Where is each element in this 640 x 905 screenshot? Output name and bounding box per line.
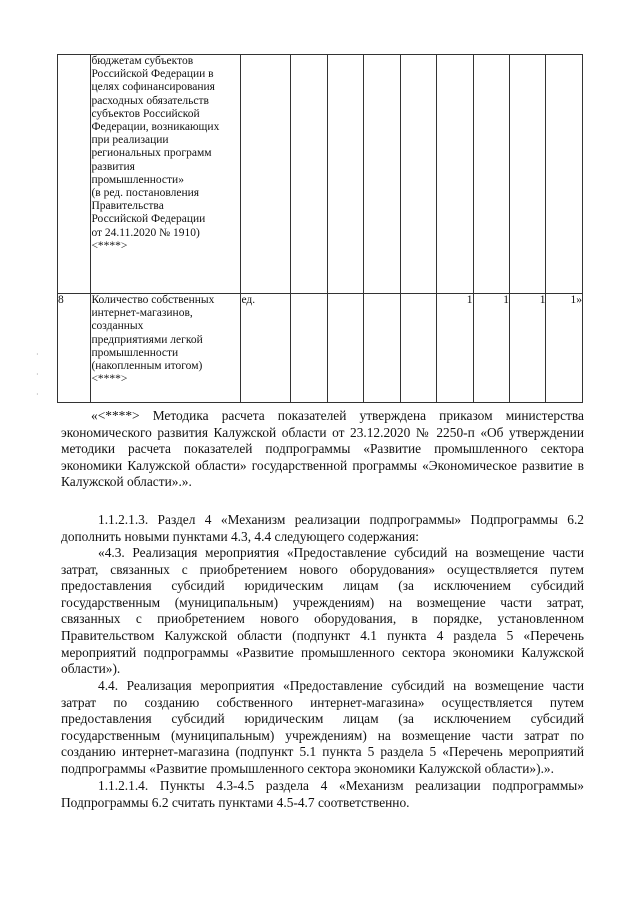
- value-cell: [364, 294, 400, 403]
- scan-margin-marks: · · ·: [36, 350, 39, 399]
- name-line: промышленности: [91, 346, 179, 359]
- text-line: государственным (муниципальным) учреждениям) на возмещение части затрат,: [61, 594, 584, 610]
- name-line: Правительства: [91, 200, 164, 213]
- name-line: созданных: [91, 320, 144, 333]
- value-cell: 1: [473, 294, 509, 403]
- paragraph-4-3: [61, 545, 584, 678]
- text-line: 4.4. Реализация мероприятия «Предоставление субсидий на возмещение части: [98, 678, 584, 693]
- text-line: дополнить новыми пунктами 4.3, 4.4 следующего содержания:: [61, 528, 419, 544]
- value-cell: [437, 55, 473, 294]
- name-line: <****>: [91, 373, 128, 386]
- name-line: предприятиями легкой: [91, 333, 203, 346]
- text-line: предоставления субсидий юридическим лицам (за исключением субсидий: [61, 578, 584, 594]
- value-cell: [327, 55, 363, 294]
- table-row: [58, 294, 583, 403]
- name-line: (в ред. постановления: [91, 187, 200, 200]
- text-line: экономического развития Калужской области от 23.12.2020 № 2250-п «Об утверждении: [61, 424, 584, 440]
- name-line: развития: [91, 160, 135, 173]
- text-line: Калужской области».».: [61, 474, 192, 490]
- text-line: мероприятий подпрограммы «Развитие промышленного сектора экономики Калужской: [61, 644, 584, 660]
- text-line: государственным (муниципальным) учреждениям) на возмещение части затрат по: [61, 727, 584, 743]
- paragraph-4-4: [61, 678, 584, 778]
- text-line: Подпрограммы 6.2 считать пунктами 4.5-4.7 соответственно.: [61, 794, 410, 810]
- name-line: бюджетам субъектов: [91, 55, 194, 67]
- value-cell: [364, 55, 400, 294]
- name-line: субъектов Российской: [91, 107, 200, 120]
- name-line: расходных обязательств: [91, 94, 209, 107]
- row-number: 8: [58, 294, 91, 403]
- paragraph-1-1-2-1-4: [61, 778, 584, 811]
- value-cell: [473, 55, 509, 294]
- value-cell: [291, 55, 327, 294]
- value-cell: [400, 294, 436, 403]
- indicator-table: [57, 54, 583, 403]
- name-line: региональных программ: [91, 147, 212, 160]
- text-line: затрат по созданию собственного интернет-магазина» осуществляется путем: [61, 694, 584, 710]
- text-line: подпрограммы «Развитие промышленного сектора экономики Калужской области»).».: [61, 760, 554, 776]
- row-number: [58, 55, 91, 294]
- text-line: «4.3. Реализация мероприятия «Предоставление субсидий на возмещение части: [98, 545, 584, 560]
- text-line: экономики Калужской области» государственной программы «Экономическое развитие в: [61, 457, 584, 473]
- name-line: промышленности»: [91, 173, 184, 186]
- indicator-name: [91, 55, 241, 294]
- text-line: предоставления субсидий юридическим лицам (за исключением субсидий: [61, 711, 584, 727]
- value-cell: 1»: [546, 294, 583, 403]
- name-line: Российской Федерации: [91, 213, 206, 226]
- name-line: <****>: [91, 239, 128, 252]
- name-line: Количество собственных: [91, 294, 215, 306]
- name-line: целях софинансирования: [91, 81, 215, 94]
- value-cell: [327, 294, 363, 403]
- table-row: [58, 55, 583, 294]
- value-cell: [400, 55, 436, 294]
- value-cell: [510, 55, 546, 294]
- name-line: Российской Федерации в: [91, 68, 214, 81]
- text-line: Правительством Калужской области (подпункт 4.1 пункта 4 раздела 5 «Перечень: [61, 627, 584, 643]
- unit-cell: ед.: [241, 294, 291, 403]
- value-cell: [291, 294, 327, 403]
- text-line: созданию интернет-магазина (подпункт 5.1 пункта 5 раздела 5 «Перечень мероприятий: [61, 744, 584, 760]
- name-line: Федерации, возникающих: [91, 121, 220, 134]
- name-line: от 24.11.2020 № 1910): [91, 226, 200, 239]
- text-line: 1.1.2.1.4. Пункты 4.3-4.5 раздела 4 «Механизм реализации подпрограммы»: [98, 778, 584, 793]
- value-cell: 1: [437, 294, 473, 403]
- text-line: 1.1.2.1.3. Раздел 4 «Механизм реализации подпрограммы» Подпрограммы 6.2: [98, 512, 584, 527]
- value-cell: [546, 55, 583, 294]
- indicator-name: [91, 294, 241, 403]
- text-line: методики расчета показателей подпрограммы «Развитие промышленного сектора: [61, 441, 584, 457]
- paragraph-1-1-2-1-3: [61, 512, 584, 545]
- text-line: области»).: [61, 661, 121, 677]
- unit-cell: [241, 55, 291, 294]
- name-line: интернет-магазинов,: [91, 307, 193, 320]
- text-line: затрат, связанных с приобретением нового оборудования» осуществляется путем: [61, 561, 584, 577]
- value-cell: 1: [510, 294, 546, 403]
- text-line: «<****> Методика расчета показателей утверждена приказом министерства: [91, 408, 584, 423]
- text-line: связанных с приобретением нового оборудования, в порядке, установленном: [61, 611, 584, 627]
- name-line: при реализации: [91, 134, 169, 147]
- name-line: (накопленным итогом): [91, 360, 203, 373]
- footnote-paragraph: [61, 408, 584, 491]
